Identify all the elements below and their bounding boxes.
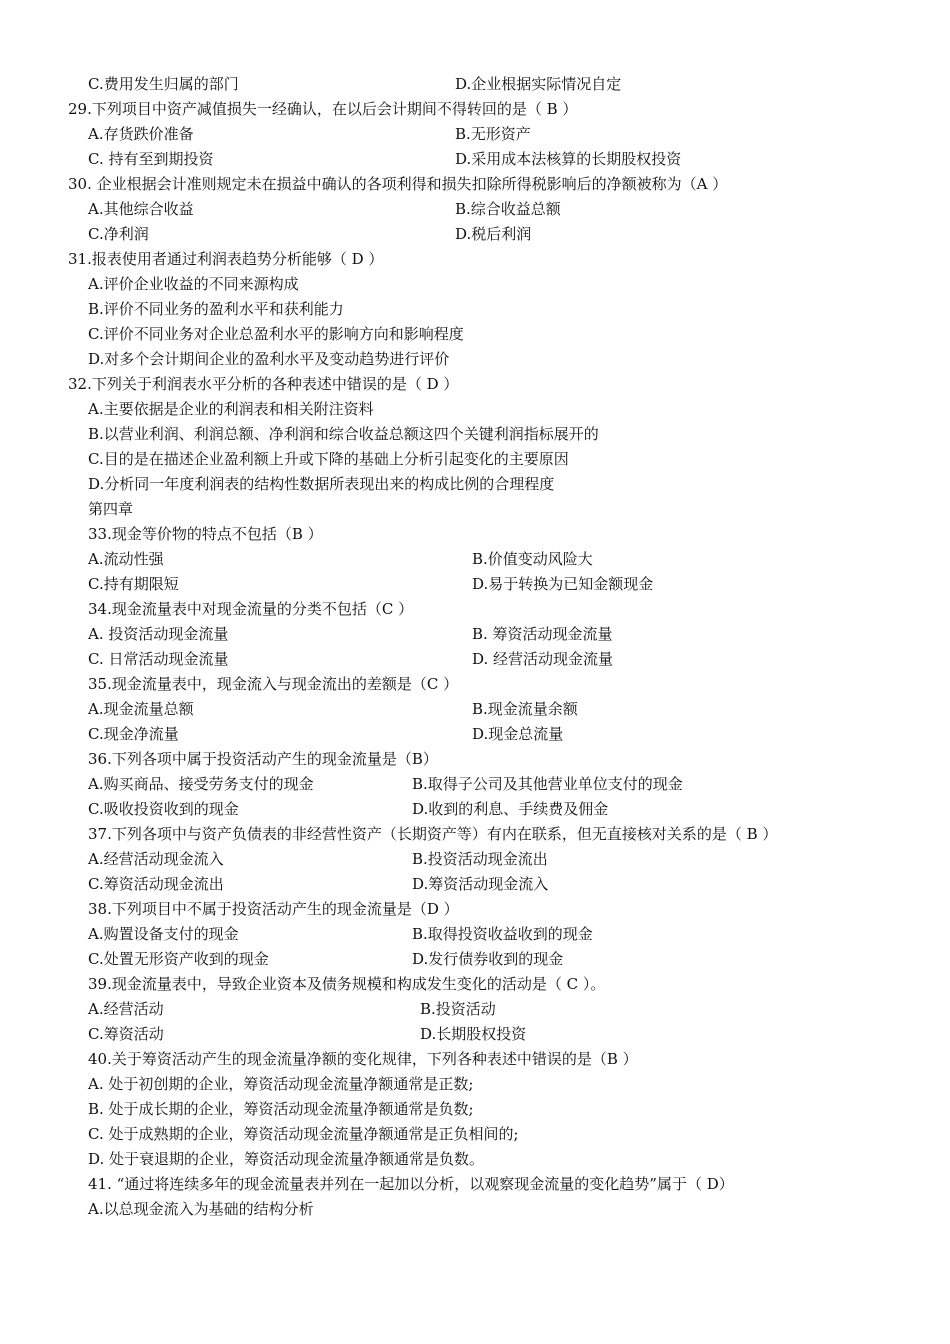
option-d: D.现金总流量	[472, 725, 564, 743]
option-c: C.筹资活动	[88, 1025, 164, 1043]
question-38	[0, 897, 950, 922]
option-row	[0, 647, 950, 672]
option-c: C. 日常活动现金流量	[88, 650, 229, 668]
question-text: 41. “通过将连续多年的现金流量表并列在一起加以分析，以观察现金流量的变化趋势”属于（ D）	[88, 1175, 734, 1193]
option-c: C.净利润	[88, 225, 149, 243]
question-29	[0, 97, 950, 122]
question-34	[0, 597, 950, 622]
question-30	[0, 172, 950, 197]
option-row	[0, 997, 950, 1022]
option-a: A. 投资活动现金流量	[88, 625, 229, 643]
option-a: A.经营活动现金流入	[88, 850, 224, 868]
option-row	[0, 922, 950, 947]
option-a: A.其他综合收益	[88, 200, 194, 218]
question-text: 29.下列项目中资产减值损失一经确认，在以后会计期间不得转回的是（ B ）	[68, 100, 578, 118]
question-36	[0, 747, 950, 772]
option-text: D.分析同一年度利润表的结构性数据所表现出来的构成比例的合理程度	[88, 475, 555, 493]
question-text: 38.下列项目中不属于投资活动产生的现金流量是（D ）	[88, 900, 459, 918]
option-d: D.税后利润	[455, 225, 532, 243]
option-row	[0, 72, 950, 97]
option-row	[0, 572, 950, 597]
option-b	[0, 422, 950, 447]
option-b	[0, 1097, 950, 1122]
option-b: B.取得投资收益收到的现金	[412, 925, 593, 943]
option-c: C. 持有至到期投资	[88, 150, 214, 168]
option-b	[0, 297, 950, 322]
option-a: A.存货跌价准备	[88, 125, 194, 143]
option-a	[0, 1072, 950, 1097]
option-row	[0, 197, 950, 222]
option-text: B.以营业利润、利润总额、净利润和综合收益总额这四个关键利润指标展开的	[88, 425, 599, 443]
option-row	[0, 147, 950, 172]
option-c	[0, 447, 950, 472]
option-row	[0, 1022, 950, 1047]
option-d: D.筹资活动现金流入	[412, 875, 549, 893]
option-d: D.采用成本法核算的长期股权投资	[455, 150, 682, 168]
question-40	[0, 1047, 950, 1072]
option-a: A.流动性强	[88, 550, 164, 568]
option-text: D.对多个会计期间企业的盈利水平及变动趋势进行评价	[88, 350, 450, 368]
option-a: A.经营活动	[88, 1000, 164, 1018]
option-b: B.综合收益总额	[455, 200, 561, 218]
option-row	[0, 847, 950, 872]
question-41	[0, 1172, 950, 1197]
question-37	[0, 822, 950, 847]
question-text: 39.现金流量表中，导致企业资本及债务规模和构成发生变化的活动是（ C ）。	[88, 975, 606, 993]
chapter-title: 第四章	[88, 500, 134, 518]
question-text: 37.下列各项中与资产负债表的非经营性资产（长期资产等）有内在联系，但无直接核对关系的是（ B ）	[88, 825, 778, 843]
option-d	[0, 472, 950, 497]
option-c: C.费用发生归属的部门	[88, 75, 239, 93]
option-a	[0, 397, 950, 422]
option-a: A.购置设备支付的现金	[88, 925, 239, 943]
option-text: C. 处于成熟期的企业，筹资活动现金流量净额通常是正负相间的;	[88, 1125, 519, 1143]
option-row	[0, 547, 950, 572]
question-31	[0, 247, 950, 272]
option-row	[0, 122, 950, 147]
option-text: A.主要依据是企业的利润表和相关附注资料	[88, 400, 374, 418]
question-text: 36.下列各项中属于投资活动产生的现金流量是（B）	[88, 750, 438, 768]
option-row	[0, 722, 950, 747]
option-text: C.评价不同业务对企业总盈利水平的影响方向和影响程度	[88, 325, 464, 343]
question-text: 31.报表使用者通过利润表趋势分析能够（ D ）	[68, 250, 384, 268]
option-row	[0, 222, 950, 247]
option-text: A. 处于初创期的企业，筹资活动现金流量净额通常是正数;	[88, 1075, 474, 1093]
question-35	[0, 672, 950, 697]
option-a	[0, 1197, 950, 1222]
option-row	[0, 622, 950, 647]
question-text: 32.下列关于利润表水平分析的各种表述中错误的是（ D ）	[68, 375, 459, 393]
option-b: B. 筹资活动现金流量	[472, 625, 613, 643]
option-d	[0, 1147, 950, 1172]
option-text: A.评价企业收益的不同来源构成	[88, 275, 299, 293]
option-b: B.价值变动风险大	[472, 550, 593, 568]
option-c	[0, 322, 950, 347]
option-text: D. 处于衰退期的企业，筹资活动现金流量净额通常是负数。	[88, 1150, 485, 1168]
option-b: B.取得子公司及其他营业单位支付的现金	[412, 775, 683, 793]
option-row	[0, 797, 950, 822]
question-text: 33.现金等价物的特点不包括（B ）	[88, 525, 323, 543]
option-text: A.以总现金流入为基础的结构分析	[88, 1200, 314, 1218]
option-d: D.企业根据实际情况自定	[455, 75, 622, 93]
question-32	[0, 372, 950, 397]
option-row	[0, 772, 950, 797]
option-c: C.持有期限短	[88, 575, 179, 593]
option-text: B.评价不同业务的盈利水平和获利能力	[88, 300, 344, 318]
option-c: C.现金净流量	[88, 725, 179, 743]
option-b: B.现金流量余额	[472, 700, 578, 718]
option-a: A.购买商品、接受劳务支付的现金	[88, 775, 314, 793]
option-b: B.投资活动现金流出	[412, 850, 548, 868]
question-text: 40.关于筹资活动产生的现金流量净额的变化规律，下列各种表述中错误的是（B ）	[88, 1050, 638, 1068]
option-c: C.处置无形资产收到的现金	[88, 950, 269, 968]
question-text: 34.现金流量表中对现金流量的分类不包括（C ）	[88, 600, 414, 618]
question-text: 35.现金流量表中，现金流入与现金流出的差额是（C ）	[88, 675, 459, 693]
question-text: 30. 企业根据会计准则规定未在损益中确认的各项利得和损失扣除所得税影响后的净额被称为（A ）	[68, 175, 728, 193]
option-d: D. 经营活动现金流量	[472, 650, 614, 668]
option-d: D.发行债券收到的现金	[412, 950, 564, 968]
option-c	[0, 1122, 950, 1147]
option-d: D.长期股权投资	[420, 1025, 527, 1043]
option-row	[0, 947, 950, 972]
option-a	[0, 272, 950, 297]
option-a: A.现金流量总额	[88, 700, 194, 718]
option-row	[0, 697, 950, 722]
option-text: B. 处于成长期的企业，筹资活动现金流量净额通常是负数;	[88, 1100, 474, 1118]
option-c: C.筹资活动现金流出	[88, 875, 224, 893]
option-d: D.收到的利息、手续费及佣金	[412, 800, 609, 818]
question-33	[0, 522, 950, 547]
option-b: B.无形资产	[455, 125, 531, 143]
option-text: C.目的是在描述企业盈利额上升或下降的基础上分析引起变化的主要原因	[88, 450, 569, 468]
question-39	[0, 972, 950, 997]
option-row	[0, 872, 950, 897]
option-b: B.投资活动	[420, 1000, 496, 1018]
option-d	[0, 347, 950, 372]
option-c: C.吸收投资收到的现金	[88, 800, 239, 818]
chapter-heading	[0, 497, 950, 522]
option-d: D.易于转换为已知金额现金	[472, 575, 654, 593]
